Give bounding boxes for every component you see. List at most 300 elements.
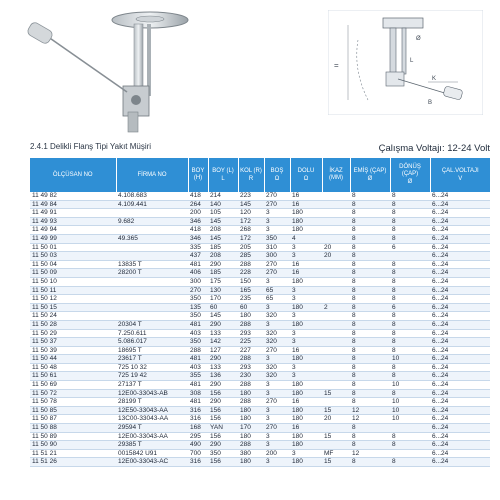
table-cell: 290: [208, 320, 238, 329]
table-cell: 180: [238, 312, 264, 321]
table-cell: 11 50 04: [30, 260, 116, 269]
table-cell: 180: [290, 441, 322, 450]
table-cell: 20: [322, 415, 350, 424]
table-cell: 11 50 39: [30, 346, 116, 355]
col-boy-h: BOY (H): [188, 158, 208, 192]
table-cell: 270: [264, 260, 290, 269]
table-cell: 300: [188, 277, 208, 286]
table-cell: 227: [238, 346, 264, 355]
table-cell: 8: [350, 320, 390, 329]
table-cell: 8: [350, 381, 390, 390]
col-emis: EMİŞ (ÇAP) Ø: [350, 158, 390, 192]
table-cell: 168: [188, 424, 208, 433]
table-cell: [322, 209, 350, 218]
table-cell: 6...24: [430, 424, 490, 433]
table-cell: 11 49 94: [30, 226, 116, 235]
table-cell: 145: [208, 217, 238, 226]
table-cell: 295: [188, 432, 208, 441]
table-cell: 481: [188, 355, 208, 364]
table-cell: 3: [264, 432, 290, 441]
table-cell: 288: [188, 346, 208, 355]
table-cell: 320: [264, 372, 290, 381]
table-cell: 11 50 15: [30, 303, 116, 312]
table-cell: 403: [188, 363, 208, 372]
table-cell: 12E00-33043-AB: [116, 389, 188, 398]
table-cell: 316: [188, 458, 208, 467]
table-cell: 20: [322, 252, 350, 261]
table-cell: 150: [238, 277, 264, 286]
table-row: [30, 441, 490, 450]
table-cell: 700: [188, 449, 208, 458]
diagram-label-l: L: [410, 58, 414, 64]
table-cell: 3: [290, 252, 322, 261]
table-cell: 180: [238, 389, 264, 398]
table-row: [30, 398, 490, 407]
table-cell: 490: [188, 441, 208, 450]
table-cell: 29385 T: [116, 441, 188, 450]
table-cell: 11 50 03: [30, 252, 116, 261]
table-cell: 133: [208, 329, 238, 338]
table-cell: 481: [188, 320, 208, 329]
table-cell: [322, 346, 350, 355]
table-cell: [116, 277, 188, 286]
table-cell: 268: [238, 226, 264, 235]
diagram-label-b: B: [428, 100, 433, 106]
table-cell: 8: [390, 338, 430, 347]
table-cell: 270: [188, 286, 208, 295]
table-cell: 172: [238, 217, 264, 226]
table-cell: 316: [188, 406, 208, 415]
table-cell: 3: [290, 329, 322, 338]
table-cell: 8: [350, 312, 390, 321]
table-cell: 8: [350, 372, 390, 381]
table-cell: 3: [264, 406, 290, 415]
table-cell: 6...24: [430, 338, 490, 347]
voltage-icon: V: [458, 175, 463, 182]
table-cell: 11 50 12: [30, 295, 116, 304]
table-row: [30, 449, 490, 458]
table-cell: 12E50-33043-AA: [116, 406, 188, 415]
table-cell: 16: [290, 269, 322, 278]
radius-icon: R: [248, 175, 254, 182]
diagram-label-equals: =: [334, 61, 339, 70]
table-cell: 165: [238, 286, 264, 295]
table-cell: 172: [238, 234, 264, 243]
table-cell: 8: [350, 424, 390, 433]
table-cell: 20304 T: [116, 320, 188, 329]
table-cell: 288: [238, 355, 264, 364]
table-cell: 208: [208, 226, 238, 235]
table-cell: 145: [208, 312, 238, 321]
table-cell: 180: [290, 277, 322, 286]
table-cell: 15: [322, 458, 350, 467]
table-cell: 8: [350, 389, 390, 398]
table-cell: 4: [290, 234, 322, 243]
table-cell: 6...24: [430, 389, 490, 398]
table-cell: 15: [322, 406, 350, 415]
table-cell: 3: [264, 415, 290, 424]
table-cell: 6...24: [430, 217, 490, 226]
table-cell: 6...24: [430, 432, 490, 441]
table-row: [30, 286, 490, 295]
table-cell: 355: [188, 372, 208, 381]
table-cell: 5.086.017: [116, 338, 188, 347]
table-cell: 3: [264, 209, 290, 218]
table-cell: [322, 355, 350, 364]
table-cell: 170: [238, 424, 264, 433]
table-cell: 8: [350, 252, 390, 261]
table-cell: 8: [350, 398, 390, 407]
table-cell: 437: [188, 252, 208, 261]
section-title: 2.4.1 Delikli Flanş Tipi Yakıt Müşiri: [30, 142, 152, 151]
table-cell: 3: [264, 441, 290, 450]
table-cell: 6...24: [430, 243, 490, 252]
table-cell: [322, 192, 350, 200]
table-cell: 6...24: [430, 312, 490, 321]
table-cell: 11 50 89: [30, 432, 116, 441]
diameter-icon: Ø: [407, 179, 413, 185]
table-cell: 288: [238, 381, 264, 390]
table-cell: [116, 226, 188, 235]
table-cell: [116, 312, 188, 321]
table-row: [30, 226, 490, 235]
table-cell: 11 50 01: [30, 243, 116, 252]
table-cell: [322, 234, 350, 243]
diameter-icon: Ø: [367, 175, 373, 182]
table-cell: 6...24: [430, 398, 490, 407]
table-cell: 225: [238, 338, 264, 347]
table-cell: [322, 286, 350, 295]
table-cell: 180: [290, 432, 322, 441]
table-cell: 6...24: [430, 295, 490, 304]
table-cell: 6...24: [430, 372, 490, 381]
table-cell: 3: [290, 295, 322, 304]
table-cell: 23617 T: [116, 355, 188, 364]
table-cell: 6...24: [430, 209, 490, 218]
table-cell: 156: [208, 406, 238, 415]
table-cell: 3: [264, 320, 290, 329]
table-cell: 3: [264, 458, 290, 467]
table-cell: 8: [350, 217, 390, 226]
table-cell: 8: [350, 355, 390, 364]
table-cell: 180: [290, 355, 322, 364]
table-row: [30, 406, 490, 415]
table-cell: 156: [208, 458, 238, 467]
table-cell: [322, 277, 350, 286]
table-cell: 180: [290, 415, 322, 424]
table-row: [30, 458, 490, 467]
table-cell: 8: [350, 286, 390, 295]
table-cell: [322, 381, 350, 390]
table-cell: 3: [264, 381, 290, 390]
table-cell: 180: [290, 303, 322, 312]
table-cell: 4.108.683: [116, 192, 188, 200]
table-cell: [116, 295, 188, 304]
table-cell: 180: [290, 209, 322, 218]
table-cell: 8: [390, 346, 430, 355]
table-cell: 270: [264, 346, 290, 355]
table-cell: 180: [238, 406, 264, 415]
table-cell: 346: [188, 234, 208, 243]
table-cell: 11 50 69: [30, 381, 116, 390]
table-cell: [390, 449, 430, 458]
table-cell: 270: [264, 398, 290, 407]
table-cell: [322, 372, 350, 381]
table-cell: 180: [290, 381, 322, 390]
table-cell: 9.682: [116, 217, 188, 226]
table-row: [30, 372, 490, 381]
table-cell: 12: [350, 406, 390, 415]
table-cell: 6...24: [430, 252, 490, 261]
table-cell: 3: [264, 389, 290, 398]
table-cell: 290: [208, 355, 238, 364]
table-cell: 8: [350, 260, 390, 269]
table-cell: 11 50 88: [30, 424, 116, 433]
table-cell: 8: [390, 441, 430, 450]
table-cell: 8: [350, 441, 390, 450]
table-cell: [322, 320, 350, 329]
table-cell: 214: [208, 192, 238, 200]
table-cell: [390, 252, 430, 261]
table-cell: 142: [208, 338, 238, 347]
table-cell: 6...24: [430, 234, 490, 243]
table-cell: 120: [238, 209, 264, 218]
table-cell: 8: [390, 277, 430, 286]
table-cell: 4.109.441: [116, 200, 188, 209]
table-cell: 6...24: [430, 277, 490, 286]
table-row: [30, 320, 490, 329]
table-cell: 12: [350, 449, 390, 458]
table-row: [30, 346, 490, 355]
table-cell: 6: [390, 243, 430, 252]
table-cell: [322, 260, 350, 269]
table-cell: 6...24: [430, 415, 490, 424]
table-cell: 60: [208, 303, 238, 312]
table-cell: 3: [264, 355, 290, 364]
table-cell: 11 49 93: [30, 217, 116, 226]
table-cell: [322, 338, 350, 347]
table-cell: 185: [208, 243, 238, 252]
table-cell: 228: [238, 269, 264, 278]
table-cell: 11 50 48: [30, 363, 116, 372]
table-cell: 380: [238, 449, 264, 458]
table-cell: 3: [290, 449, 322, 458]
diagram-label-diameter: Ø: [416, 36, 421, 42]
table-cell: 8: [390, 209, 430, 218]
table-cell: 403: [188, 329, 208, 338]
table-cell: 205: [238, 243, 264, 252]
ohm-icon: Ω: [274, 175, 280, 182]
table-cell: 3: [264, 217, 290, 226]
table-cell: 290: [208, 441, 238, 450]
table-cell: 16: [290, 260, 322, 269]
table-cell: 11 50 90: [30, 441, 116, 450]
table-cell: 13C00-33043-AA: [116, 415, 188, 424]
table-cell: 200: [264, 449, 290, 458]
table-cell: 10: [390, 415, 430, 424]
table-cell: 3: [264, 277, 290, 286]
length-icon: L: [221, 175, 225, 182]
table-cell: 12E00-33043-AA: [116, 432, 188, 441]
table-cell: [322, 200, 350, 209]
table-cell: 11 49 99: [30, 234, 116, 243]
table-cell: 6...24: [430, 260, 490, 269]
col-bos: BOŞ Ω: [264, 158, 290, 192]
table-cell: [322, 398, 350, 407]
table-cell: 175: [208, 277, 238, 286]
table-cell: 180: [238, 415, 264, 424]
table-cell: 6...24: [430, 449, 490, 458]
table-cell: [322, 295, 350, 304]
ohm-icon: Ω: [303, 175, 309, 182]
table-row: [30, 234, 490, 243]
table-cell: [116, 243, 188, 252]
table-cell: 8: [390, 260, 430, 269]
table-cell: 8: [390, 226, 430, 235]
table-cell: 418: [188, 192, 208, 200]
table-row: [30, 424, 490, 433]
col-dolu: DOLU Ω: [290, 158, 322, 192]
col-firma-no: FİRMA NO: [116, 158, 188, 192]
table-row: [30, 209, 490, 218]
col-cal-voltaji: ÇAL.VOLTAJI V: [430, 158, 490, 192]
table-cell: 290: [208, 381, 238, 390]
table-cell: [322, 329, 350, 338]
table-row: [30, 355, 490, 364]
table-row: [30, 277, 490, 286]
table-row: [30, 269, 490, 278]
table-cell: [116, 209, 188, 218]
table-cell: 8: [390, 372, 430, 381]
table-cell: 2: [322, 303, 350, 312]
table-cell: [116, 252, 188, 261]
table-cell: 6...24: [430, 192, 490, 200]
table-cell: 8: [350, 458, 390, 467]
table-cell: 350: [188, 312, 208, 321]
table-row: [30, 243, 490, 252]
table-cell: [322, 312, 350, 321]
table-cell: 208: [208, 252, 238, 261]
table-cell: YAN: [208, 424, 238, 433]
operating-voltage: Çalışma Voltajı: 12-24 Volt: [378, 143, 490, 154]
table-row: [30, 303, 490, 312]
table-cell: 6...24: [430, 355, 490, 364]
table-cell: 0015842 U91: [116, 449, 188, 458]
table-cell: 3: [290, 363, 322, 372]
table-cell: 235: [238, 295, 264, 304]
table-cell: 11 50 85: [30, 406, 116, 415]
table-cell: 3: [264, 226, 290, 235]
table-cell: 127: [208, 346, 238, 355]
table-cell: 11 49 82: [30, 192, 116, 200]
table-cell: 7.250.611: [116, 329, 188, 338]
table-cell: 335: [188, 243, 208, 252]
table-cell: 105: [208, 209, 238, 218]
table-cell: 12: [350, 415, 390, 424]
table-cell: 180: [238, 432, 264, 441]
table-cell: MF: [322, 449, 350, 458]
table-cell: 11 49 84: [30, 200, 116, 209]
table-cell: 15: [322, 389, 350, 398]
table-cell: 6...24: [430, 226, 490, 235]
table-cell: 10: [390, 381, 430, 390]
table-cell: 418: [188, 226, 208, 235]
table-row: [30, 192, 490, 200]
table-cell: 200: [188, 209, 208, 218]
col-boy-l: BOY (L) L: [208, 158, 238, 192]
col-kol-r: KOL (R) R: [238, 158, 264, 192]
table-cell: 11 51 26: [30, 458, 116, 467]
table-cell: 293: [238, 329, 264, 338]
table-cell: 28200 T: [116, 269, 188, 278]
table-cell: 156: [208, 432, 238, 441]
table-cell: 60: [238, 303, 264, 312]
table-cell: 320: [264, 338, 290, 347]
table-cell: 8: [350, 192, 390, 200]
table-cell: 6...24: [430, 346, 490, 355]
table-cell: [116, 286, 188, 295]
table-cell: 3: [290, 286, 322, 295]
table-cell: 10: [390, 355, 430, 364]
table-cell: 180: [290, 226, 322, 235]
table-cell: 8: [390, 329, 430, 338]
table-cell: 8: [390, 200, 430, 209]
table-cell: 65: [264, 295, 290, 304]
table-cell: 230: [238, 372, 264, 381]
table-cell: 180: [290, 320, 322, 329]
table-cell: 170: [208, 295, 238, 304]
table-cell: 12E00-33043-AC: [116, 458, 188, 467]
table-cell: 6...24: [430, 329, 490, 338]
table-header-row: [30, 158, 490, 192]
table-cell: [322, 226, 350, 235]
table-row: [30, 389, 490, 398]
table-cell: 270: [264, 192, 290, 200]
table-cell: 6...24: [430, 406, 490, 415]
table-cell: 320: [264, 329, 290, 338]
table-row: [30, 252, 490, 261]
table-cell: 8: [350, 209, 390, 218]
table-cell: 65: [264, 286, 290, 295]
fuel-sender-spec-table: [30, 158, 490, 467]
table-cell: 6...24: [430, 381, 490, 390]
diagram-label-k: K: [432, 76, 437, 82]
table-cell: [390, 424, 430, 433]
table-cell: 481: [188, 381, 208, 390]
table-cell: 8: [350, 303, 390, 312]
table-cell: 6...24: [430, 441, 490, 450]
table-cell: 29594 T: [116, 424, 188, 433]
table-cell: 8: [390, 312, 430, 321]
table-cell: 8: [350, 243, 390, 252]
table-cell: 16: [290, 398, 322, 407]
table-cell: 290: [208, 260, 238, 269]
table-cell: 3: [290, 372, 322, 381]
table-cell: 288: [238, 398, 264, 407]
table-cell: 8: [390, 269, 430, 278]
table-cell: [322, 424, 350, 433]
table-cell: 180: [238, 458, 264, 467]
table-cell: 308: [188, 389, 208, 398]
table-cell: 270: [264, 200, 290, 209]
table-cell: 350: [208, 449, 238, 458]
table-cell: 8: [350, 329, 390, 338]
table-cell: 10: [390, 406, 430, 415]
table-cell: 140: [208, 200, 238, 209]
table-cell: 16: [290, 346, 322, 355]
table-cell: 8: [390, 217, 430, 226]
table-cell: 8: [390, 295, 430, 304]
